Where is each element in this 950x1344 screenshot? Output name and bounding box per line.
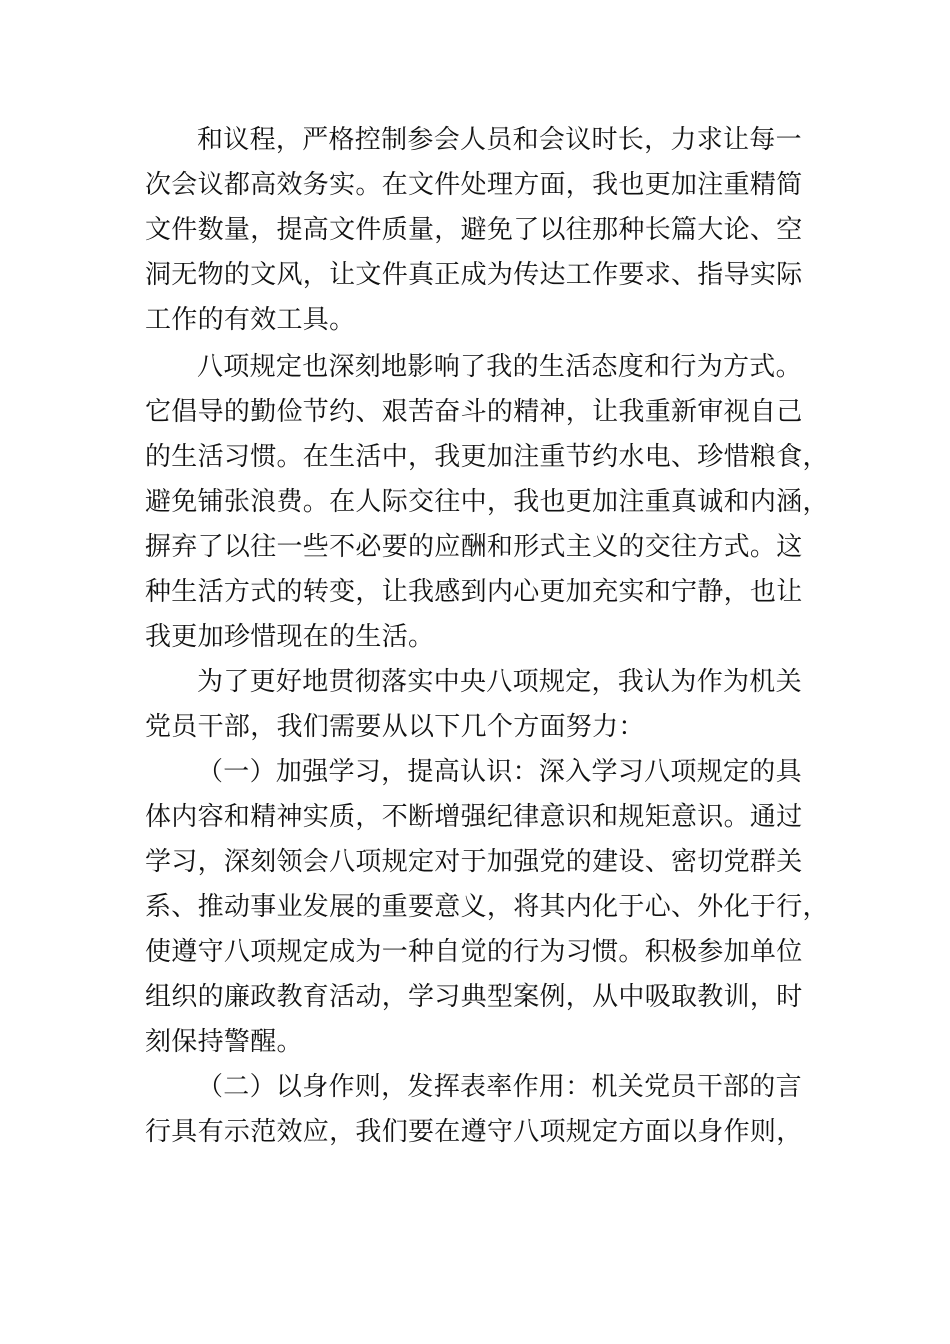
text-line: 我更加珍惜现在的生活。 <box>145 622 435 652</box>
text-line: 工作的有效工具。 <box>145 305 356 335</box>
text-line: 使遵守八项规定成为一种自觉的行为习惯。积极参加单位 <box>145 937 803 967</box>
text-line: （二）以身作则，发挥表率作用：机关党员干部的言 <box>197 1072 802 1102</box>
text-line: 刻保持警醒。 <box>145 1027 303 1057</box>
text-line: 组织的廉政教育活动，学习典型案例，从中吸取教训，时 <box>145 982 803 1012</box>
text-line: 次会议都高效务实。在文件处理方面，我也更加注重精简 <box>145 170 803 200</box>
text-line: 体内容和精神实质，不断增强纪律意识和规矩意识。通过 <box>145 802 803 832</box>
text-line: 八项规定也深刻地影响了我的生活态度和行为方式。 <box>197 352 802 382</box>
text-line: 学习，深刻领会八项规定对于加强党的建设、密切党群关 <box>145 847 803 877</box>
text-line: 党员干部，我们需要从以下几个方面努力： <box>145 712 645 742</box>
text-line: 种生活方式的转变，让我感到内心更加充实和宁静，也让 <box>145 577 803 607</box>
text-line: 行具有示范效应，我们要在遵守八项规定方面以身作则， <box>145 1117 803 1147</box>
text-line: 为了更好地贯彻落实中央八项规定，我认为作为机关 <box>197 667 802 697</box>
text-line: 的生活习惯。在生活中，我更加注重节约水电、珍惜粮食， <box>145 442 829 472</box>
text-line: 避免铺张浪费。在人际交往中，我也更加注重真诚和内涵， <box>145 487 829 517</box>
text-line: 和议程，严格控制参会人员和会议时长，力求让每一 <box>197 125 802 155</box>
text-line: 文件数量，提高文件质量，避免了以往那种长篇大论、空 <box>145 215 803 245</box>
text-line: 洞无物的文风，让文件真正成为传达工作要求、指导实际 <box>145 260 803 290</box>
text-line: 它倡导的勤俭节约、艰苦奋斗的精神，让我重新审视自己 <box>145 397 803 427</box>
text-line: 系、推动事业发展的重要意义，将其内化于心、外化于行， <box>145 892 829 922</box>
text-line: （一）加强学习，提高认识：深入学习八项规定的具 <box>197 757 802 787</box>
text-line: 摒弃了以往一些不必要的应酬和形式主义的交往方式。这 <box>145 532 803 562</box>
